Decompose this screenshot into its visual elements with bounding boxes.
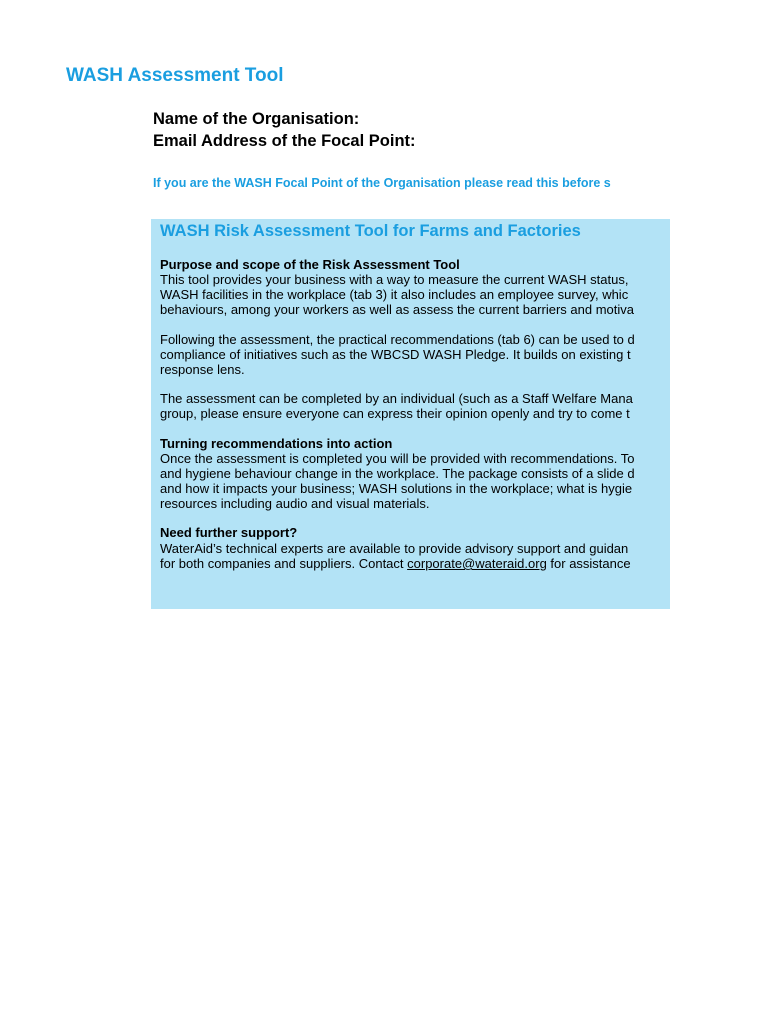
recommendations-line-3: and how it impacts your business; WASH solutions in the workplace; what is hygie [160,481,633,496]
recommendations-line-4: resources including audio and visual materials. [160,496,430,511]
document-title: WASH Assessment Tool [66,65,284,86]
support-line-2-suffix: for assistance [546,556,631,571]
info-panel [151,219,670,609]
panel-title: WASH Risk Assessment Tool for Farms and Factories [160,222,581,240]
support-heading: Need further support? [160,525,298,540]
purpose-paragraph-3-line-2: group, please ensure everyone can express their opinion openly and try to come t [160,406,630,421]
organisation-name-label: Name of the Organisation: [153,110,360,128]
support-line-2-prefix: for both companies and suppliers. Contact [160,556,408,571]
focal-point-notice: If you are the WASH Focal Point of the Organisation please read this before s [153,176,611,190]
purpose-paragraph-3-line-1: The assessment can be completed by an individual (such as a Staff Welfare Mana [160,391,633,406]
purpose-paragraph-1-line-1: This tool provides your business with a way to measure the current WASH status, [160,272,629,287]
recommendations-heading: Turning recommendations into action [160,436,393,451]
purpose-paragraph-2-line-3: response lens. [160,362,245,377]
purpose-paragraph-1-line-2: WASH facilities in the workplace (tab 3) it also includes an employee survey, whic [160,287,629,302]
support-line-2 [160,556,631,571]
focal-point-email-label: Email Address of the Focal Point: [153,132,416,150]
support-line-1: WaterAid’s technical experts are available to provide advisory support and guidan [160,541,629,556]
recommendations-line-2: and hygiene behaviour change in the workplace. The package consists of a slide d [160,466,635,481]
purpose-paragraph-2-line-1: Following the assessment, the practical recommendations (tab 6) can be used to d [160,332,635,347]
corporate-email-link[interactable]: corporate@wateraid.org [407,556,547,571]
purpose-paragraph-2-line-2: compliance of initiatives such as the WBCSD WASH Pledge. It builds on existing t [160,347,631,362]
recommendations-line-1: Once the assessment is completed you will be provided with recommendations. To [160,451,635,466]
purpose-paragraph-1-line-3: behaviours, among your workers as well as assess the current barriers and motiva [160,302,634,317]
purpose-heading: Purpose and scope of the Risk Assessment Tool [160,257,460,272]
